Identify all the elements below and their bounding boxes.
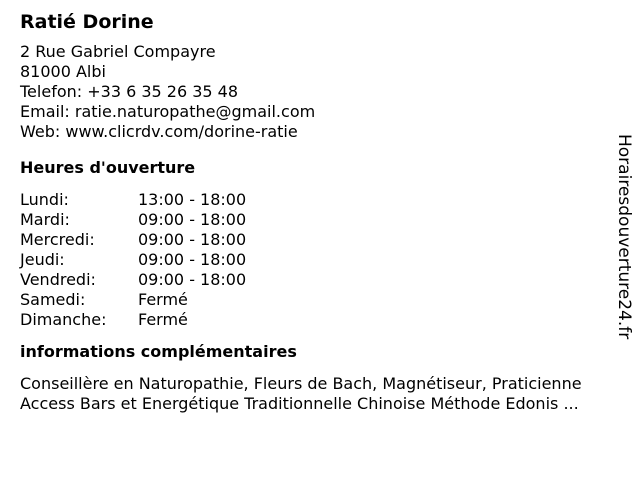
hours-row-lundi — [20, 190, 620, 210]
email-line: Email: ratie.naturopathe@gmail.com — [20, 102, 316, 121]
hours-row-jeudi — [20, 250, 620, 270]
day-hours: Fermé — [138, 310, 188, 329]
hours-row-mardi — [20, 210, 620, 230]
site-watermark: Horairesdouverture24.fr — [614, 134, 634, 340]
web-line: Web: www.clicrdv.com/dorine-ratie — [20, 122, 298, 141]
info-description-line-2: Access Bars et Energétique Traditionnelle Chinoise Méthode Edonis ... — [20, 394, 579, 413]
day-label: Mardi: — [20, 210, 70, 229]
day-label: Lundi: — [20, 190, 69, 209]
day-hours: 09:00 - 18:00 — [138, 250, 247, 269]
info-description-line-1: Conseillère en Naturopathie, Fleurs de Bach, Magnétiseur, Praticienne — [20, 374, 582, 393]
hours-row-vendredi — [20, 270, 620, 290]
day-label: Jeudi: — [20, 250, 65, 269]
business-name: Ratié Dorine — [20, 11, 154, 33]
day-hours: 13:00 - 18:00 — [138, 190, 247, 209]
hours-row-mercredi — [20, 230, 620, 250]
day-label: Samedi: — [20, 290, 86, 309]
day-label: Vendredi: — [20, 270, 96, 289]
phone-line: Telefon: +33 6 35 26 35 48 — [20, 82, 239, 101]
hours-row-dimanche — [20, 310, 620, 330]
day-label: Mercredi: — [20, 230, 95, 249]
business-card — [20, 10, 620, 414]
day-hours: 09:00 - 18:00 — [138, 270, 247, 289]
hours-row-samedi — [20, 290, 620, 310]
day-hours: 09:00 - 18:00 — [138, 230, 247, 249]
address-city: 81000 Albi — [20, 62, 106, 81]
day-hours: 09:00 - 18:00 — [138, 210, 247, 229]
hours-table — [20, 190, 620, 330]
hours-title: Heures d'ouverture — [20, 158, 196, 177]
day-hours: Fermé — [138, 290, 188, 309]
day-label: Dimanche: — [20, 310, 107, 329]
info-title: informations complémentaires — [20, 342, 297, 361]
address-street: 2 Rue Gabriel Compayre — [20, 42, 216, 61]
